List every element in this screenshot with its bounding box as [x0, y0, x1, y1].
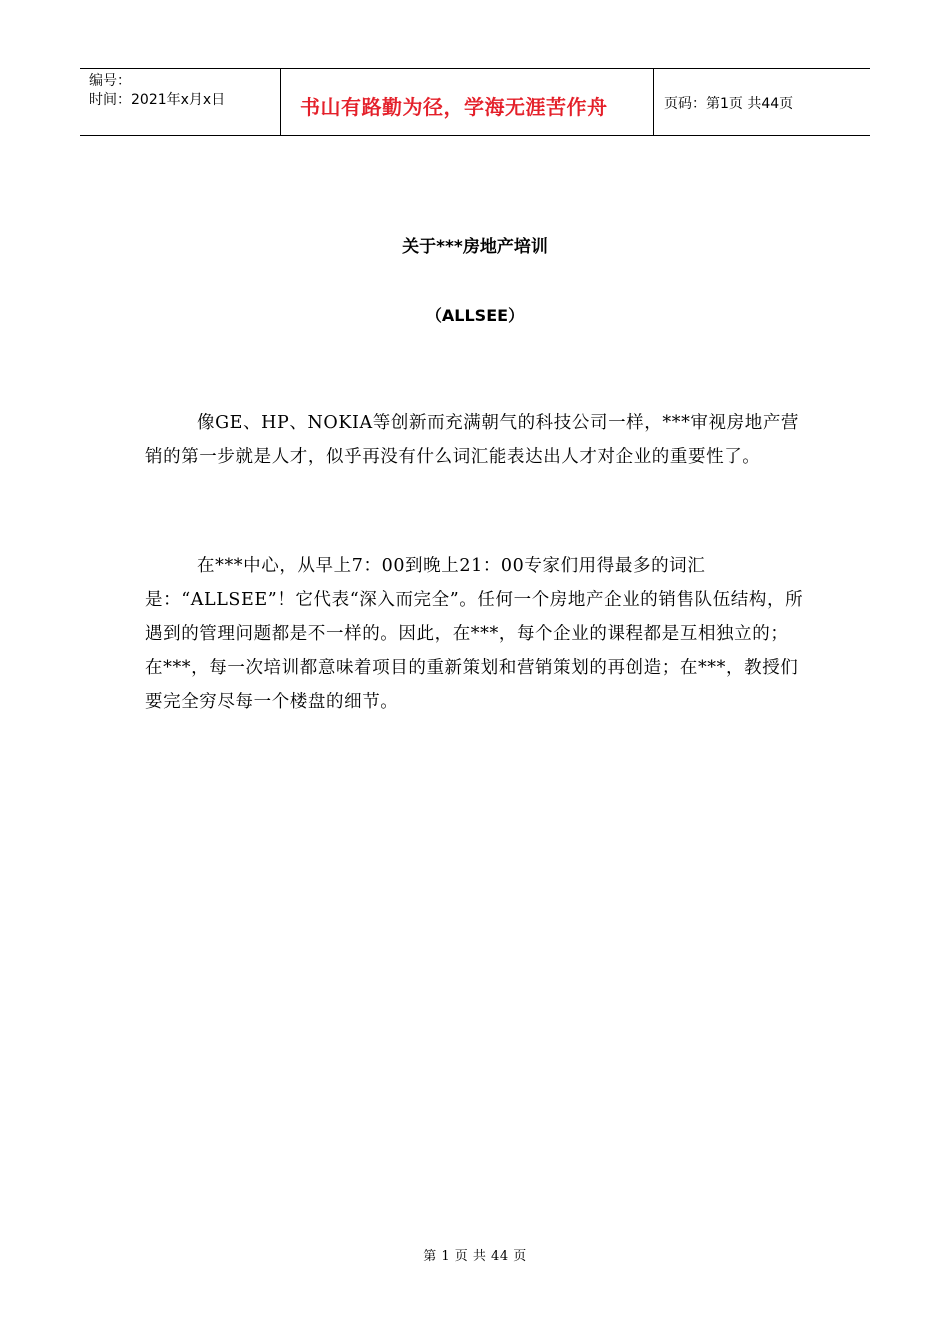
paragraph-2-text: 在***中心，从早上7：00到晚上21：00专家们用得最多的词汇是：“ALLSEE”！它代表“深入而完全”。任何一个房地产企业的销售队伍结构，所遇到的管理问题都是不一样的。因此，在***，每个企业的课程都是互相独立的；在***，每一次培训都意味着项目的重新策划和营销策划的再创造；在***，教授们要完全穷尽每一个楼盘的细节。	[145, 556, 804, 712]
document-subtitle: （ALLSEE）	[425, 306, 525, 325]
motto-text: 书山有路勤为径，学海无涯苦作舟	[300, 94, 608, 119]
page-code: 页码：第1页 共44页	[664, 96, 794, 112]
document-title: 关于***房地产培训	[402, 237, 548, 257]
paragraph-1-text: 像GE、HP、NOKIA等创新而充满朝气的科技公司一样，***审视房地产营销的第一步就是人才，似乎再没有什么词汇能表达出人才对企业的重要性了。	[145, 413, 800, 467]
time-label: 时间：2021年x月x日	[89, 92, 226, 108]
header-page-cell	[654, 69, 870, 135]
paragraph-2	[145, 549, 805, 719]
number-label: 编号：	[89, 73, 131, 89]
header-motto-cell	[281, 69, 654, 135]
header-info-cell	[80, 69, 281, 135]
page-footer: 第 1 页 共 44 页	[423, 1249, 527, 1264]
header-table	[80, 68, 870, 136]
paragraph-1	[145, 406, 805, 474]
